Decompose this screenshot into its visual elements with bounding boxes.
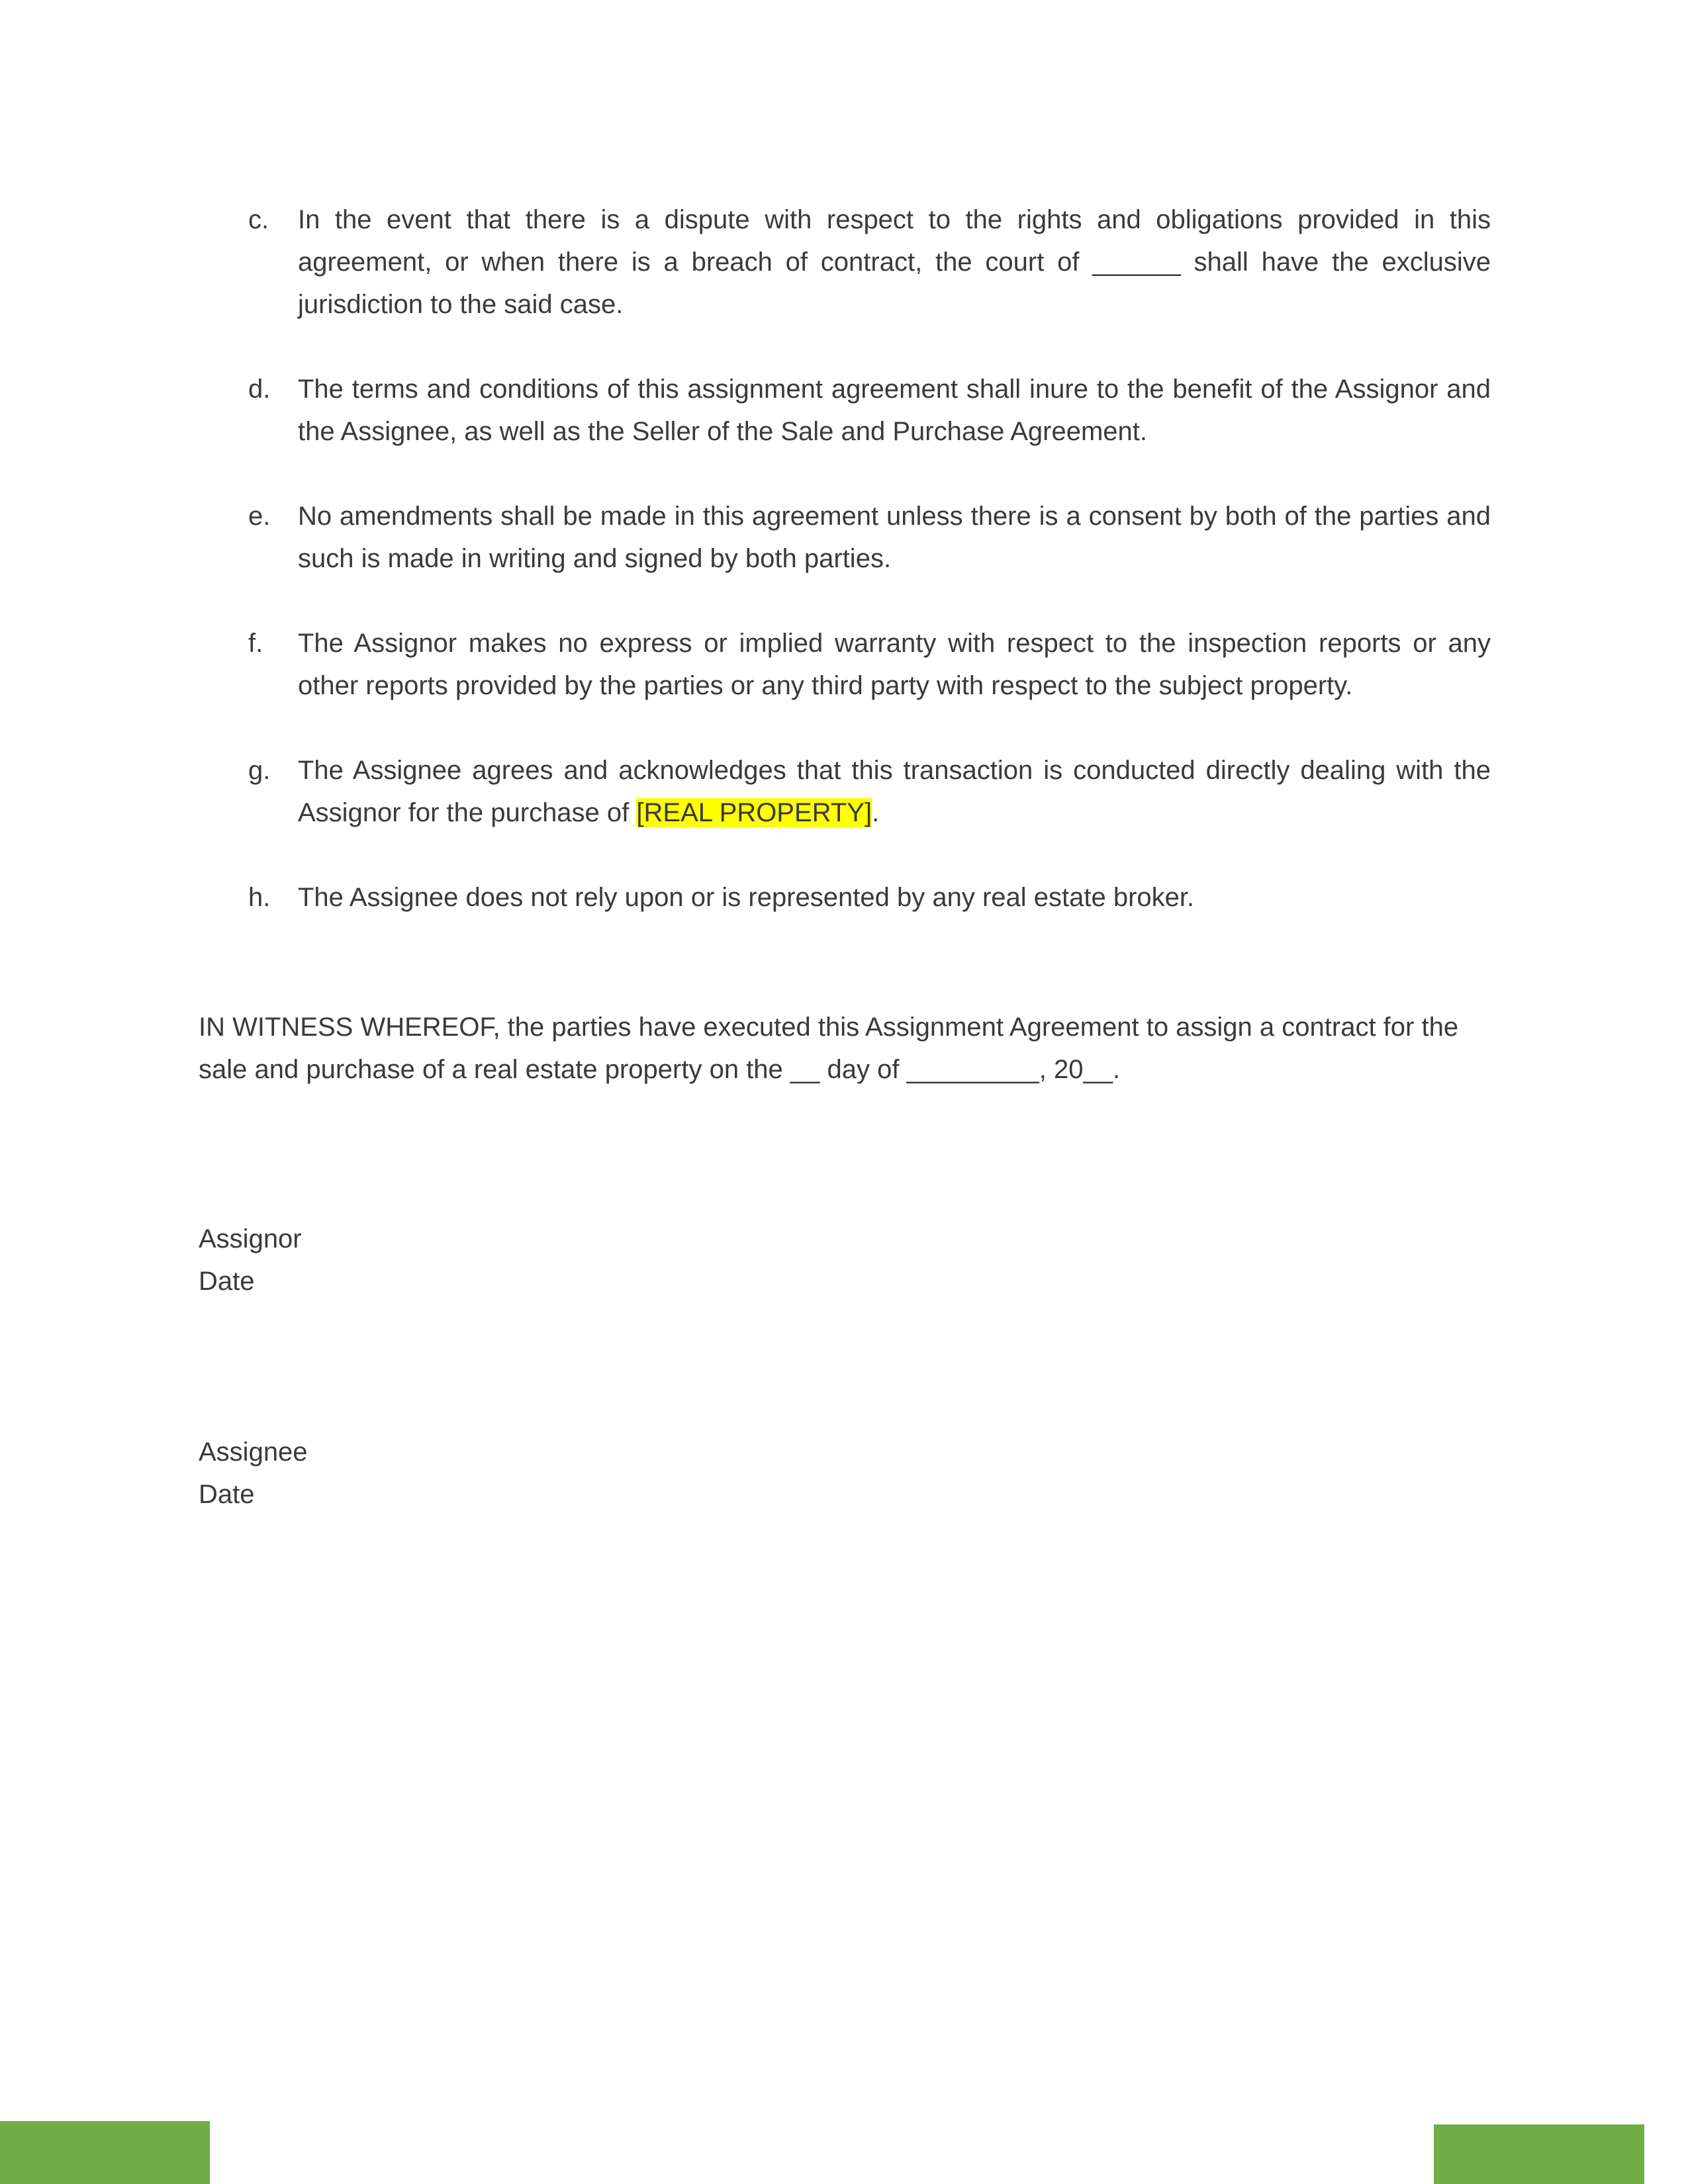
clause-text-before: The Assignee agrees and acknowledges that this transaction is conducted directly dealing with the Assignor for the purchase of xyxy=(298,756,1491,827)
clause-marker: h. xyxy=(248,883,271,912)
clause-marker: f. xyxy=(248,629,263,658)
clause-text: In the event that there is a dispute with respect to the rights and obligations provided in this agreement, or when there is a breach of contract, the court of ______ shall have the exclusive jurisdiction to the said case. xyxy=(298,205,1491,319)
assignor-label: Assignor xyxy=(199,1224,302,1253)
clause-text xyxy=(298,749,1491,834)
assignee-date-label: Date xyxy=(199,1480,255,1509)
clause-text: The terms and conditions of this assignment agreement shall inure to the benefit of the Assignor and the Assignee, as well as the Seller of the Sale and Purchase Agreement. xyxy=(298,375,1491,446)
footer-accent-bar-left xyxy=(0,2121,210,2184)
assignor-date-label: Date xyxy=(199,1267,255,1296)
clause-f xyxy=(248,622,1491,707)
assignee-label: Assignee xyxy=(199,1437,308,1467)
clause-g xyxy=(248,749,1491,834)
real-property-placeholder: [REAL PROPERTY] xyxy=(636,798,872,827)
footer-accent-bar-right xyxy=(1434,2124,1644,2184)
clause-e xyxy=(248,495,1491,580)
assignee-signature-block xyxy=(199,1431,728,1516)
clause-d xyxy=(248,368,1491,453)
witness-paragraph: IN WITNESS WHEREOF, the parties have executed this Assignment Agreement to assign a contract for the sale and purchase of a real estate property on the __ day of _________, 20__. xyxy=(199,1013,1459,1084)
clause-list xyxy=(248,199,1491,961)
clause-text: No amendments shall be made in this agreement unless there is a consent by both of the parties and such is made in writing and signed by both parties. xyxy=(298,502,1491,573)
clause-marker: e. xyxy=(248,502,271,531)
assignor-signature-block xyxy=(199,1218,728,1302)
clause-c xyxy=(248,199,1491,326)
clause-text: The Assignee does not rely upon or is represented by any real estate broker. xyxy=(298,883,1195,912)
clause-marker: g. xyxy=(248,756,271,785)
clause-marker: c. xyxy=(248,205,269,234)
clause-h xyxy=(248,876,1491,919)
clause-text-after: . xyxy=(872,798,880,827)
clause-text: The Assignor makes no express or implied warranty with respect to the inspection reports or any other reports provided by the parties or any third party with respect to the subject property. xyxy=(298,629,1491,700)
clause-marker: d. xyxy=(248,375,271,404)
